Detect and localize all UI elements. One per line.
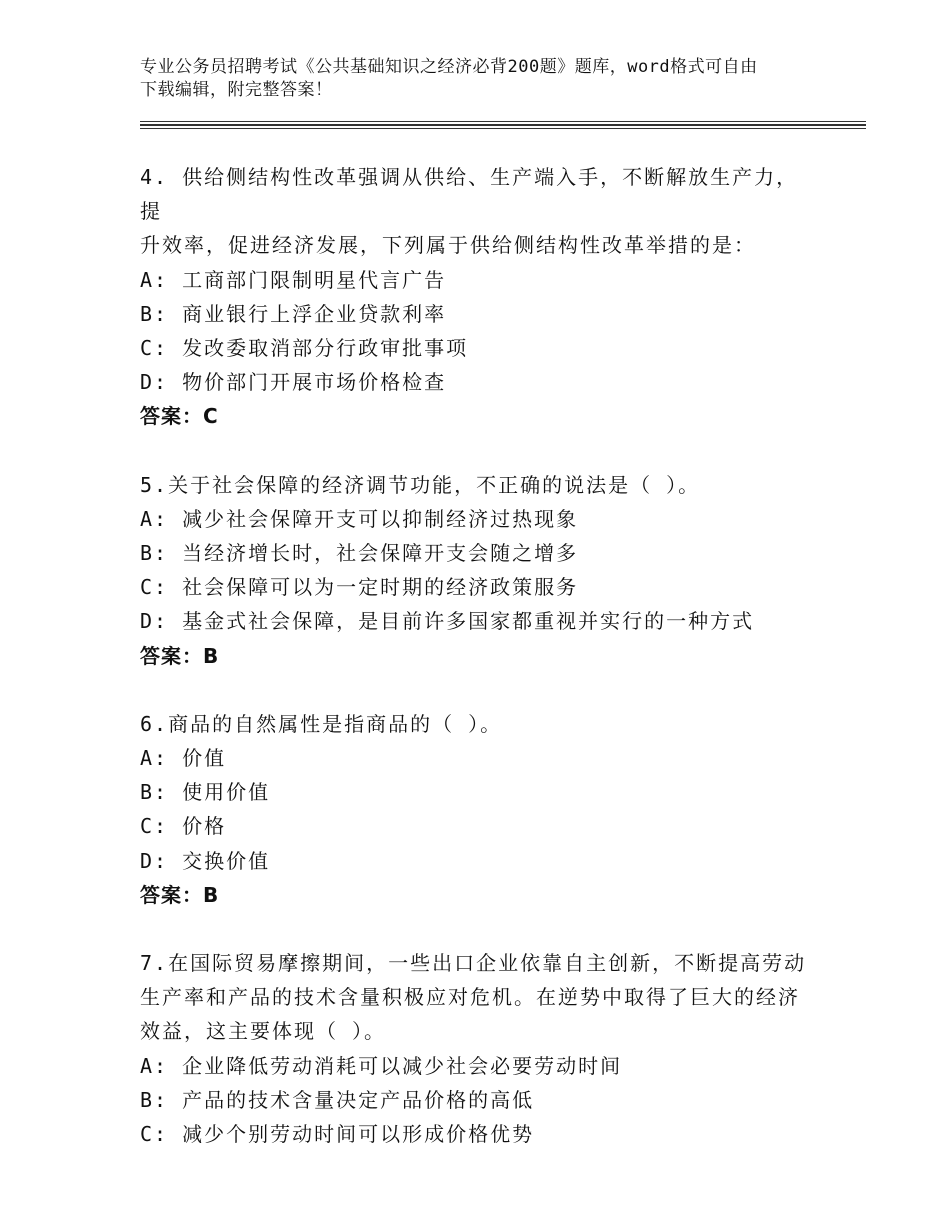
answer-option: D: 交换价值 [140,848,271,873]
question-stem-line: 4. 供给侧结构性改革强调从供给、生产端入手，不断解放生产力，提 [140,165,799,224]
question-stem-line: 6.商品的自然属性是指商品的（ ）。 [140,711,503,736]
answer-option: B: 使用价值 [140,780,271,805]
answer-option: B: 当经济增长时，社会保障开支会随之增多 [140,541,579,566]
question-stem-line: 生产率和产品的技术含量积极应对危机。在逆势中取得了巨大的经济 [140,985,800,1010]
answer-option: D: 物价部门开展市场价格检查 [140,370,447,395]
question-stem-line: 5.关于社会保障的经济调节功能，不正确的说法是（ ）。 [140,472,701,497]
answer-option: D: 基金式社会保障，是目前许多国家都重视并实行的一种方式 [140,609,755,634]
answer-option: C: 减少个别劳动时间可以形成价格优势 [140,1122,535,1147]
header-divider-middle [140,124,866,126]
answer-key: 答案：C [140,404,219,429]
answer-option: A: 工商部门限制明星代言广告 [140,267,447,292]
header-line-1: 专业公务员招聘考试《公共基础知识之经济必背200题》题库，word格式可自由 [140,57,758,77]
document-header [140,56,840,102]
answer-option: B: 商业银行上浮企业贷款利率 [140,301,447,326]
question-stem-line: 升效率，促进经济发展，下列属于供给侧结构性改革举措的是： [140,233,756,258]
answer-key: 答案：B [140,882,220,907]
answer-key: 答案：B [140,643,220,668]
answer-option: A: 减少社会保障开支可以抑制经济过热现象 [140,506,579,531]
answer-option: A: 企业降低劳动消耗可以减少社会必要劳动时间 [140,1053,623,1078]
question-stem-line: 7.在国际贸易摩擦期间，一些出口企业依靠自主创新，不断提高劳动 [140,951,807,976]
question-block [140,946,820,1151]
answer-option: B: 产品的技术含量决定产品价格的高低 [140,1087,535,1112]
question-block [140,468,820,673]
question-list [140,160,820,1185]
answer-option: C: 社会保障可以为一定时期的经济政策服务 [140,575,579,600]
question-block [140,160,820,434]
header-divider-top [140,121,866,122]
answer-option: A: 价值 [140,746,227,771]
question-block [140,707,820,912]
question-stem-line: 效益，这主要体现（ ）。 [140,1019,387,1044]
header-divider-bottom [140,128,866,129]
header-line-2: 下载编辑，附完整答案！ [140,80,333,100]
answer-option: C: 发改委取消部分行政审批事项 [140,336,469,361]
answer-option: C: 价格 [140,814,227,839]
